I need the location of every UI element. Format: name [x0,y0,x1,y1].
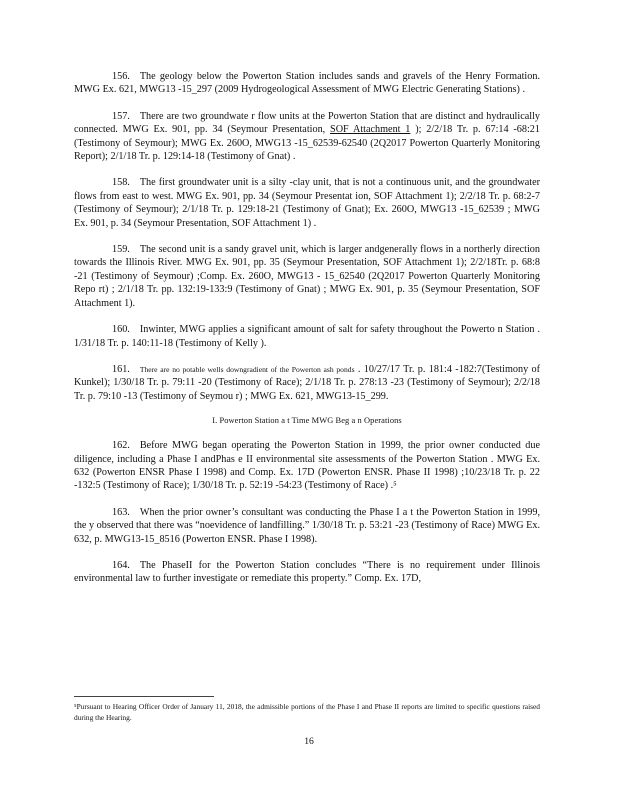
paragraph-161 [74,363,540,403]
paragraph-text: The second unit is a sandy gravel unit, which is larger andgenerally flows in a northerly direction towards the Illinois River. MWG Ex. 901, pp. 35 (Seymour Presentation, SOF Attachment 1); 2/2/18Tr. p. 68:8 -21 (Testimony of Seymour) ;Comp. Ex. 260O, MWG13 - 15_62540 (2Q2017 Powerton Quarterly Monitoring Repo rt) ; 2/1/18 Tr. pp. 132:19-133:9 (Testimony of Gnat) ; MWG Ex. 901, p. 35 (Seymour Presentation, SOF Attachment 1). [74,244,540,309]
paragraph-number: 156. [112,71,130,82]
footnote: ⁵Pursuant to Hearing Officer Order of January 11, 2018, the admissible portions of the Phase I and Phase II reports are limited to specific questions raised during the Hearing. [74,702,540,722]
section-heading: I. Powerton Station a t Time MWG Beg a n Operations [212,416,402,426]
paragraph-number: 163. [112,506,130,518]
paragraph-number: 159. [112,244,130,256]
paragraph-164 [74,559,540,586]
underlined-reference: SOF Attachment 1 [330,124,411,136]
paragraph-text: Before MWG began operating the Powerton Station in 1999, the prior owner conducted due diligence, including a Phase I andPhas e II environmental site assessments of the Powerton Station . MWG Ex. 632 (Powerton ENSR Phase I 1998) and Comp. Ex. 17D (Powerton ENSR. Phase II 1998) ;10/23/18 Tr. p. 22 -132:5 (Testimony of Race); 1/30/18 Tr. p. 52:19 -54:23 (Testimony of Race) .⁵ [74,440,540,492]
paragraph-162 [74,439,540,493]
paragraph-157 [74,110,540,164]
paragraph-156 [74,70,540,97]
footnote-divider [74,696,214,697]
paragraph-lead-text: There are no potable wells downgradient of the Powerton ash ponds [139,364,355,374]
paragraph-text: The geology below the Powerton Station includes sands and gravels of the Henry Formation. MWG Ex. 621, MWG13 -15_297 (2009 Hydrogeological Assessment of MWG Electric Generating Stations) . [74,71,540,96]
paragraph-text: When the prior owner’s consultant was conducting the Phase I a t the Powerton Station in 1999, the y observed that there was “noevidence of landfilling.” 1/30/18 Tr. p. 53:21 -23 (Testimony of Race) MWG Ex. 632, p. MWG13-15_8516 (Powerton ENSR. Phase I 1998). [74,506,540,545]
paragraph-number: 160. [112,324,130,336]
document-body [74,70,540,599]
page-number: 16 [304,736,314,747]
paragraph-160 [74,323,540,350]
paragraph-number: 161. [112,363,130,375]
paragraph-text: Inwinter, MWG applies a significant amount of salt for safety throughout the Powerto n Station . 1/31/18 Tr. p. 140:11-18 (Testimony of Kelly ). [74,324,540,349]
paragraph-number: 157. [112,110,130,122]
paragraph-text: . 10/27/17 Tr. p. 181:4 -182:7(Testimony of Kunkel); 1/30/18 Tr. p. 79:11 -20 (Testimony of Race); 2/1/18 Tr. p. 278:13 -23 (Testimony of Seymour); 2/2/18 Tr. p. 79:10 -13 (Testimony of Seymou r) ; MWG Ex. 621, MWG13-15_299. [74,363,540,402]
paragraph-text: The PhaseII for the Powerton Station concludes “There is no requirement under Illinois environmental law to further investigate or remediate this property.” Comp. Ex. 17D, [74,559,540,585]
paragraph-158 [74,176,540,230]
paragraph-text: There are two groundwate r flow units at the Powerton Station that are distinct and hydraulically connected. MWG Ex. 901, pp. 34 (Seymour Presentation, [74,110,540,136]
paragraph-number: 164. [112,559,130,571]
paragraph-163 [74,506,540,546]
paragraph-number: 158. [112,177,130,189]
paragraph-text-continued: ); 2/2/18 Tr. p. 67:14 -68:21 (Testimony of Seymour); MWG Ex. 260O, MWG13 -15_62539-62540 (2Q2017 Powerton Quarterly Monitoring Report); 2/1/18 Tr. p. 129:14-18 (Testimony of Gnat) . [74,124,540,163]
paragraph-number: 162. [112,440,130,452]
paragraph-text: The first groundwater unit is a silty -clay unit, that is not a continuous unit, and the groundwater flows from east to west. MWG Ex. 901, pp. 34 (Seymour Presentat ion, SOF Attachment 1); 2/2/18 Tr. p. 68:2-7 (Testimony of Seymour); 2/1/18 Tr. p. 129:18-21 (Testimony of Gnat); Ex. 260O, MWG13 -15_62539 ; MWG Ex. 901, p. 34 (Seymour Presentation, SOF Attachment 1) . [74,177,540,229]
paragraph-159 [74,243,540,310]
